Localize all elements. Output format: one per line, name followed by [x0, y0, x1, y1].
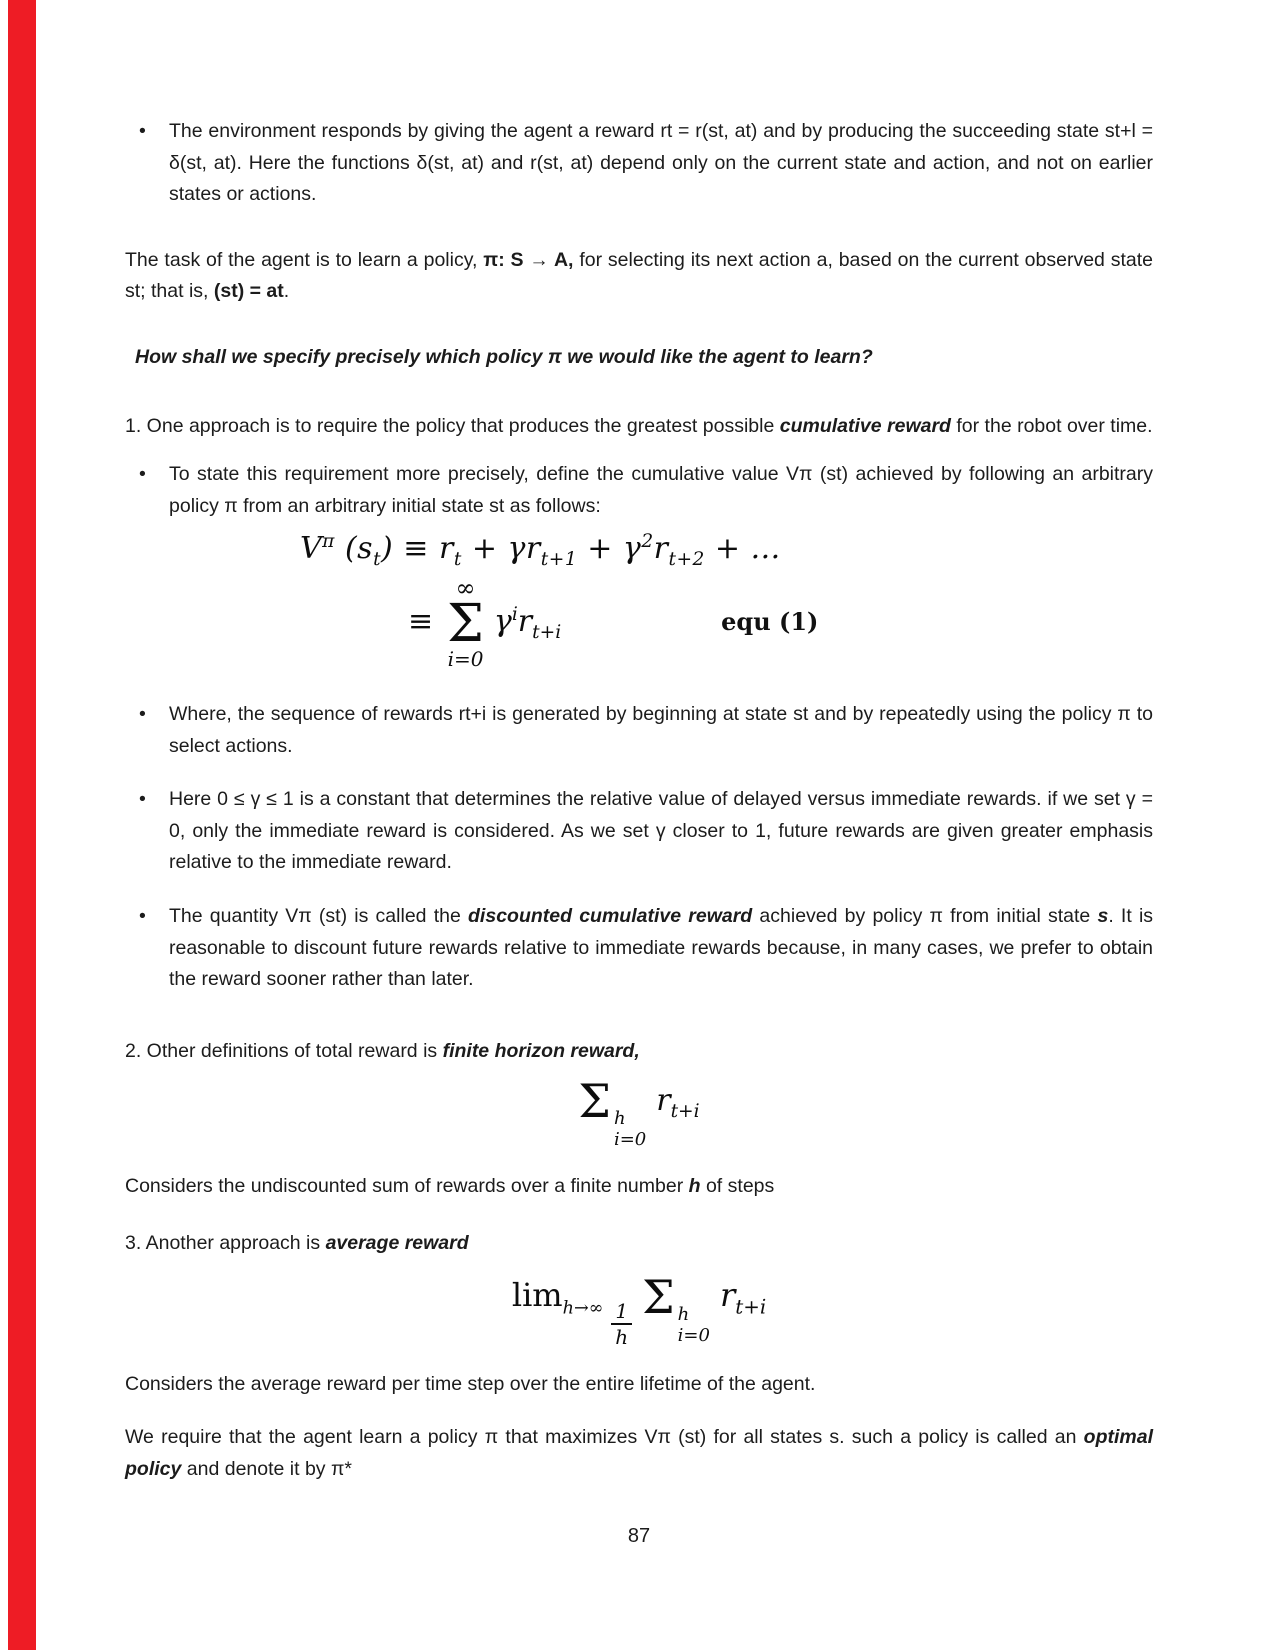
- sum-limits: [678, 1305, 710, 1346]
- bullet-item-reward-sequence: [125, 699, 1153, 762]
- paragraph-gamma-constant: Here 0 ≤ γ ≤ 1 is a constant that determines the relative value of delayed versus immediate rewards. if we set γ = 0, only the immediate reward is considered. As we set γ closer to 1, future rewards are given greater emphasis relative to the immediate reward.: [169, 788, 1153, 874]
- bullet-icon: •: [139, 703, 146, 726]
- question-heading: How shall we specify precisely which policy π we would like the agent to learn?: [135, 345, 873, 368]
- bullet-icon: •: [139, 120, 146, 142]
- limit-operator: lim: [511, 1275, 563, 1314]
- list-item-2-finite-horizon: 2. Other definitions of total reward is finite horizon reward,: [125, 1039, 640, 1062]
- bullet-item-gamma-constant: [125, 784, 1153, 879]
- paragraph-define-cumulative-value: To state this requirement more precisely, define the cumulative value Vπ (st) achieved by following an arbitrary policy π from an arbitrary initial state st as follows:: [169, 463, 1153, 517]
- summand-expression: $r_{t+i}$: [719, 1275, 767, 1319]
- fraction-denominator: h: [615, 1324, 629, 1349]
- summation-symbol: [447, 573, 484, 672]
- bullet-icon: •: [139, 788, 146, 811]
- paragraph-reward-sequence: Where, the sequence of rewards rt+i is generated by beginning at state st and by repeatedly using the policy π to select actions.: [169, 703, 1153, 757]
- red-margin-bar: [8, 0, 36, 1650]
- list-item-1-cumulative-reward: 1. One approach is to require the policy that produces the greatest possible cumulative reward for the robot over time.: [125, 415, 1153, 438]
- page-content: [125, 116, 1153, 1552]
- sum-lower-limit: i=0: [613, 1128, 647, 1150]
- paragraph-agent-task: The task of the agent is to learn a policy, π: S → A, for selecting its next action a, based on the current observed state st; that is, (st) = at.: [125, 248, 1153, 303]
- fraction-numerator: 1: [611, 1299, 632, 1325]
- paragraph-environment-response: The environment responds by giving the agent a reward rt = r(st, at) and by producing the succeeding state st+l = δ(st, at). Here the functions δ(st, at) and r(st, at) depend only on the current state and action, and not on earlier states or actions.: [169, 120, 1153, 206]
- average-reward-formula: [125, 1270, 1153, 1349]
- equation-1: [125, 530, 1153, 672]
- sigma-glyph: Σ: [578, 1074, 611, 1129]
- sum-lower-limit: i=0: [677, 1324, 710, 1346]
- sigma-glyph: Σ: [642, 1269, 675, 1324]
- equation-1-line-1: $V^\pi$ $(s_t) \equiv r_t + \gamma r_{t+1} + \gamma^2r_{t+2}$ + ...: [300, 531, 781, 571]
- equation-1-line-2: [408, 573, 1153, 672]
- sum-limits: [614, 1109, 646, 1150]
- paragraph-considers-finite: Considers the undiscounted sum of rewards over a finite number h of steps: [125, 1174, 775, 1197]
- bullet-icon: •: [139, 463, 146, 486]
- paragraph-discounted-reward: The quantity Vπ (st) is called the discounted cumulative reward achieved by policy π from initial state s. It is reasonable to discount future rewards relative to immediate rewards because, in many cases, we prefer to obtain the reward sooner rather than later.: [169, 904, 1154, 991]
- summand-expression: $r_{t+i}$: [656, 1083, 700, 1123]
- bullet-item-define-value: [125, 459, 1153, 522]
- equivalence-symbol: ≡: [408, 604, 434, 640]
- paragraph-optimal-policy: We require that the agent learn a policy π that maximizes Vπ (st) for all states s. such a policy is called an optimal policy and denote it by π*: [125, 1426, 1153, 1480]
- sum-upper-limit: h: [677, 1303, 690, 1325]
- fraction-one-over-h: [611, 1299, 632, 1349]
- list-item-3-average-reward: 3. Another approach is average reward: [125, 1232, 469, 1255]
- sum-upper-limit: ∞: [455, 573, 476, 602]
- sum-upper-limit: h: [613, 1108, 626, 1130]
- bullet-item-environment: [125, 116, 1153, 211]
- summand-expression: $\gamma^ir_{t+i}$: [493, 604, 562, 644]
- paragraph-considers-average: Considers the average reward per time step over the entire lifetime of the agent.: [125, 1372, 816, 1395]
- bullet-item-discounted-reward: [125, 901, 1153, 996]
- page-number: 87: [627, 1524, 651, 1547]
- equation-label: equ (1): [721, 606, 819, 636]
- sigma-glyph: Σ: [447, 593, 484, 654]
- limit-subscript: h→∞: [562, 1298, 604, 1319]
- finite-horizon-formula: [125, 1074, 1153, 1150]
- bullet-icon: •: [139, 904, 146, 927]
- sum-lower-limit: i=0: [447, 647, 484, 672]
